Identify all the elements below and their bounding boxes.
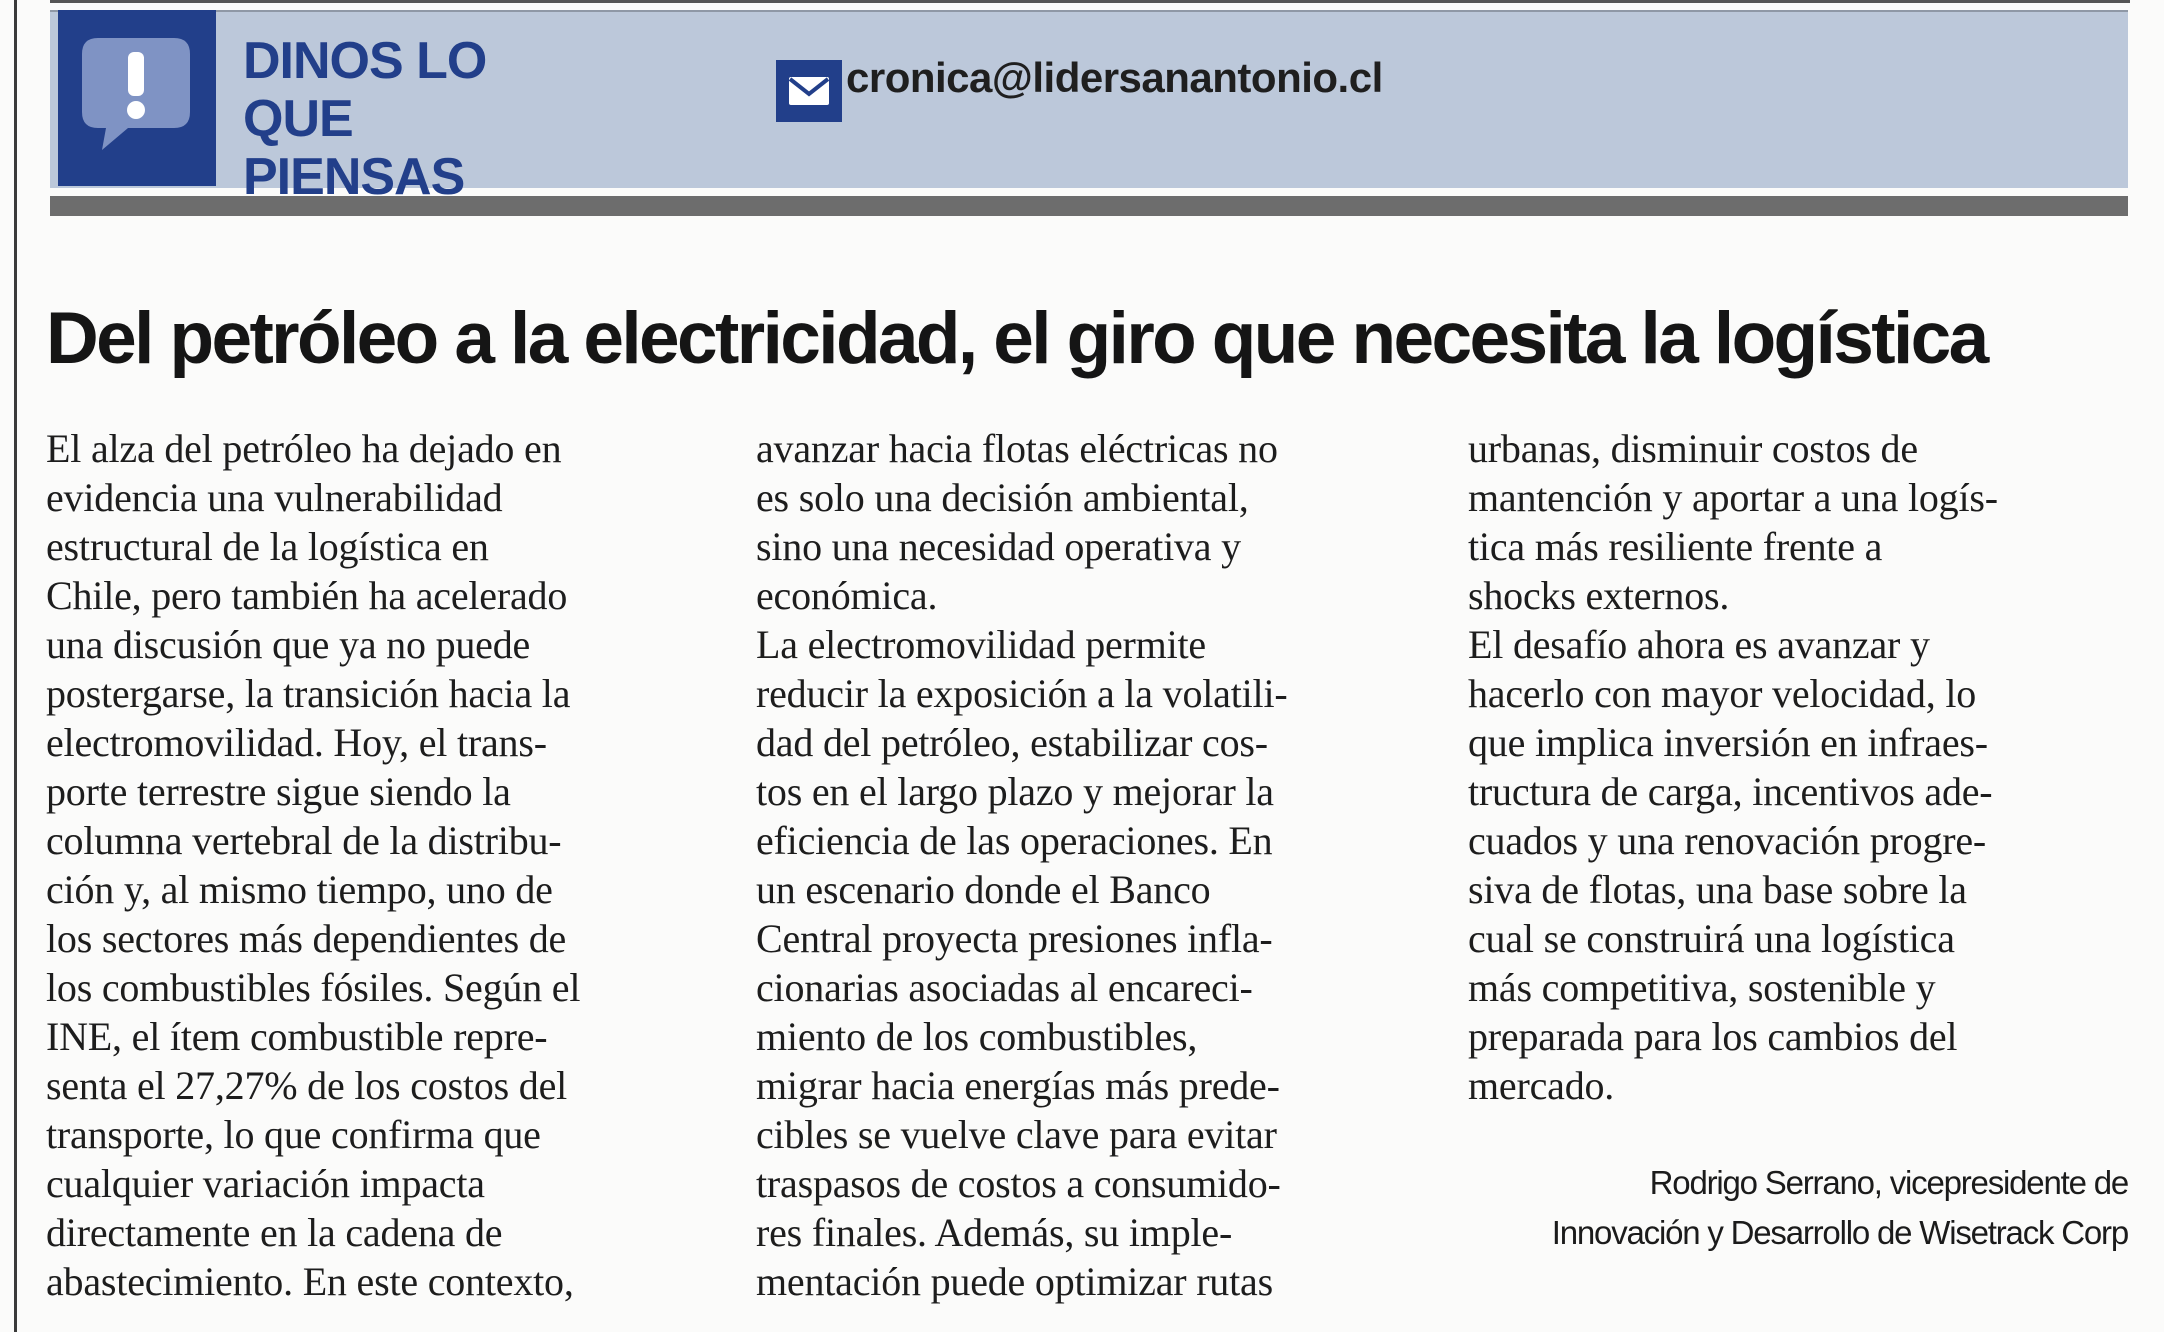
mail-icon-box <box>776 60 842 122</box>
page-left-rule <box>14 0 17 1332</box>
body-line: res finales. Además, su imple- <box>756 1210 1233 1255</box>
article-column-3 <box>1468 424 2158 1110</box>
body-line: ción y, al mismo tiempo, uno de <box>46 867 553 912</box>
page-top-rule <box>50 0 2130 3</box>
body-line: mantención y aportar a una logís- <box>1468 475 1998 520</box>
body-line: migrar hacia energías más prede- <box>756 1063 1280 1108</box>
body-line: tos en el largo plazo y mejorar la <box>756 769 1274 814</box>
body-line: INE, el ítem combustible repre- <box>46 1014 548 1059</box>
exclamation-speech-bubble-icon <box>76 34 196 154</box>
article-column-2 <box>756 424 1446 1306</box>
body-line: El alza del petróleo ha dejado en <box>46 426 562 471</box>
body-line: tica más resiliente frente a <box>1468 524 1883 569</box>
body-line: reducir la exposición a la volatili- <box>756 671 1288 716</box>
body-line: shocks externos. <box>1468 573 1730 618</box>
body-line: cuados y una renovación progre- <box>1468 818 1987 863</box>
section-title-line2: QUE PIENSAS <box>243 90 465 206</box>
body-line: urbanas, disminuir costos de <box>1468 426 1918 471</box>
body-line: preparada para los cambios del <box>1468 1014 1958 1059</box>
body-line: dad del petróleo, estabilizar cos- <box>756 720 1268 765</box>
body-line: transporte, lo que confirma que <box>46 1112 541 1157</box>
body-line: los sectores más dependientes de <box>46 916 567 961</box>
body-line: avanzar hacia flotas eléctricas no <box>756 426 1278 471</box>
body-line: eficiencia de las operaciones. En <box>756 818 1273 863</box>
body-line: más competitiva, sostenible y <box>1468 965 1936 1010</box>
body-line: es solo una decisión ambiental, <box>756 475 1249 520</box>
section-icon-box <box>58 10 216 186</box>
body-line: una discusión que ya no puede <box>46 622 531 667</box>
body-line: siva de flotas, una base sobre la <box>1468 867 1967 912</box>
body-line: cualquier variación impacta <box>46 1161 485 1206</box>
article-headline: Del petróleo a la electricidad, el giro que necesita la logística <box>46 298 1987 379</box>
body-line: directamente en la cadena de <box>46 1210 503 1255</box>
contact-email-link[interactable]: cronica@lidersanantonio.cl <box>846 54 1383 101</box>
body-line: los combustibles fósiles. Según el <box>46 965 581 1010</box>
body-line: cual se construirá una logística <box>1468 916 1955 961</box>
body-line: hacerlo con mayor velocidad, lo <box>1468 671 1977 716</box>
body-line: traspasos de costos a consumido- <box>756 1161 1281 1206</box>
envelope-icon <box>788 76 830 106</box>
article-column-1 <box>46 424 736 1306</box>
body-line: senta el 27,27% de los costos del <box>46 1063 568 1108</box>
author-name-role: Rodrigo Serrano, vicepresidente de <box>1649 1164 2128 1201</box>
body-line: Chile, pero también ha acelerado <box>46 573 568 618</box>
body-line: La electromovilidad permite <box>756 622 1206 667</box>
body-line: Central proyecta presiones infla- <box>756 916 1273 961</box>
body-line: postergarse, la transición hacia la <box>46 671 571 716</box>
author-signature <box>1400 1158 2128 1258</box>
body-line: tructura de carga, incentivos ade- <box>1468 769 1993 814</box>
body-line: cionarias asociadas al encareci- <box>756 965 1253 1010</box>
section-title-line1: DINOS LO <box>243 32 487 90</box>
body-line: El desafío ahora es avanzar y <box>1468 622 1930 667</box>
body-line: columna vertebral de la distribu- <box>46 818 562 863</box>
author-affiliation: Innovación y Desarrollo de Wisetrack Corp <box>1551 1214 2128 1251</box>
body-line: evidencia una vulnerabilidad <box>46 475 503 520</box>
body-line: abastecimiento. En este contexto, <box>46 1259 574 1304</box>
section-title <box>243 32 583 206</box>
body-line: un escenario donde el Banco <box>756 867 1211 912</box>
body-line: mentación puede optimizar rutas <box>756 1259 1273 1304</box>
body-line: sino una necesidad operativa y <box>756 524 1241 569</box>
body-line: miento de los combustibles, <box>756 1014 1198 1059</box>
body-line: estructural de la logística en <box>46 524 489 569</box>
body-line: económica. <box>756 573 938 618</box>
body-line: que implica inversión en infraes- <box>1468 720 1988 765</box>
body-line: electromovilidad. Hoy, el trans- <box>46 720 547 765</box>
body-line: porte terrestre sigue siendo la <box>46 769 511 814</box>
body-line: mercado. <box>1468 1063 1615 1108</box>
body-line: cibles se vuelve clave para evitar <box>756 1112 1277 1157</box>
